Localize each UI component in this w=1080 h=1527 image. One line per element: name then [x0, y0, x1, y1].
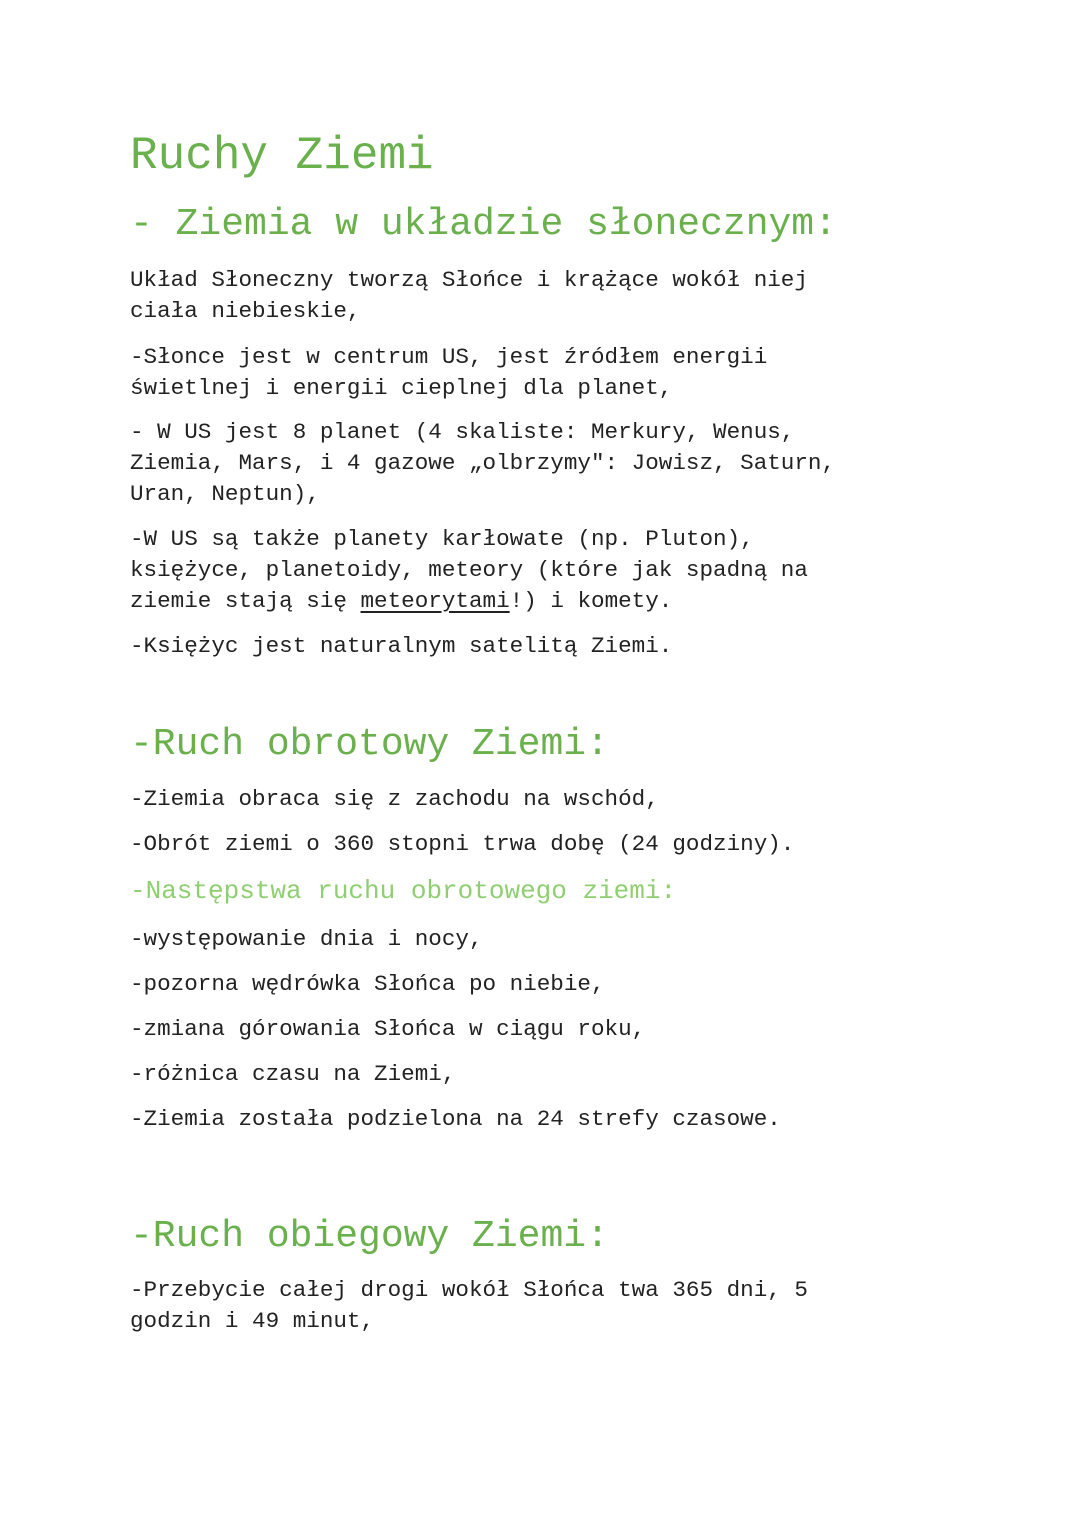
paragraph-line: - W US jest 8 planet (4 skaliste: Merkury, Wenus,	[130, 419, 795, 445]
paragraph-line: ciała niebieskie,	[130, 298, 361, 324]
paragraph-line: -Księżyc jest naturalnym satelitą Ziemi.	[130, 633, 673, 659]
text-segment: !) i komety.	[509, 588, 673, 614]
paragraph-line: świetlnej i energii cieplnej dla planet,	[130, 375, 673, 401]
list-item: -Ziemia została podzielona na 24 strefy czasowe.	[130, 1106, 781, 1132]
paragraph-line: -Słonce jest w centrum US, jest źródłem energii	[130, 344, 768, 370]
list-item: -zmiana górowania Słońca w ciągu roku,	[130, 1016, 646, 1042]
paragraph-line: księżyce, planetoidy, meteory (które jak spadną na	[130, 557, 808, 583]
paragraph-line: -Obrót ziemi o 360 stopni trwa dobę (24 godziny).	[130, 831, 795, 857]
text-segment: ziemie stają się	[130, 588, 361, 614]
list-item: -występowanie dnia i nocy,	[130, 926, 483, 952]
paragraph-line: -Ziemia obraca się z zachodu na wschód,	[130, 786, 659, 812]
page-title: Ruchy Ziemi	[130, 130, 434, 182]
subheading-consequences: -Następstwa ruchu obrotowego ziemi:	[130, 876, 677, 906]
list-item: -różnica czasu na Ziemi,	[130, 1061, 456, 1087]
underlined-term: meteorytami	[360, 588, 510, 614]
paragraph-line: Ziemia, Mars, i 4 gazowe „olbrzymy": Jowisz, Saturn,	[130, 450, 836, 476]
paragraph-line: -Przebycie całej drogi wokół Słońca twa 365 dni, 5	[130, 1277, 808, 1303]
paragraph-line: godzin i 49 minut,	[130, 1308, 375, 1334]
paragraph-line: Układ Słoneczny tworzą Słońce i krążące wokół niej	[130, 267, 808, 293]
list-item: -pozorna wędrówka Słońca po niebie,	[130, 971, 605, 997]
section-heading-rotation: -Ruch obrotowy Ziemi:	[130, 723, 609, 766]
section-heading-solar-system: - Ziemia w układzie słonecznym:	[130, 203, 837, 246]
paragraph-line: Uran, Neptun),	[130, 481, 320, 507]
section-heading-orbit: -Ruch obiegowy Ziemi:	[130, 1215, 609, 1258]
paragraph-line: -W US są także planety karłowate (np. Pluton),	[130, 526, 754, 552]
paragraph-line	[130, 586, 672, 617]
